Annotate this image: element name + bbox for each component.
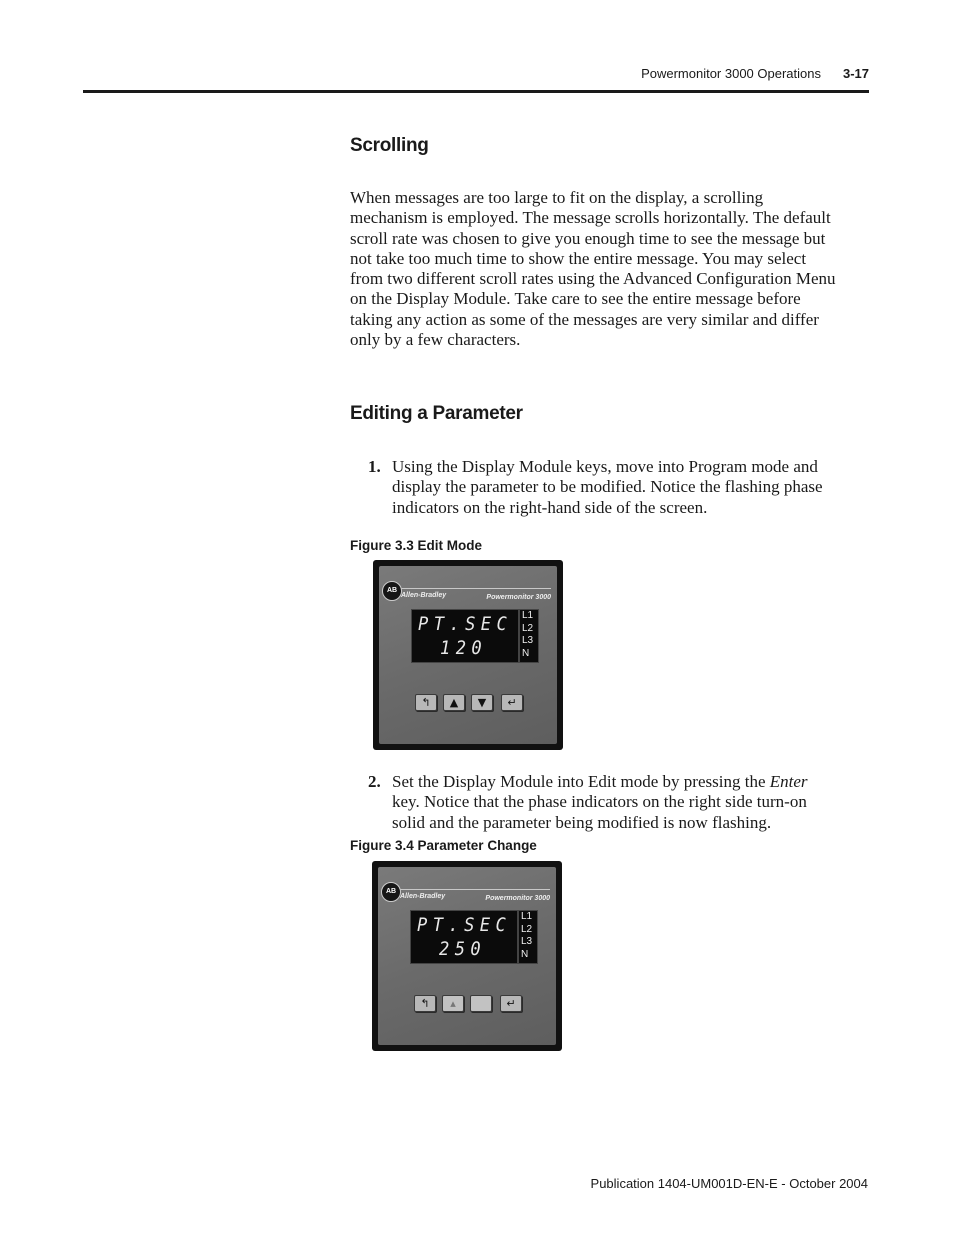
brand-name: Allen-Bradley [401,592,447,599]
figure-caption: Figure 3.3 Edit Mode [350,538,483,553]
lcd-parameter-value: 250 [439,938,487,960]
paragraph-line: only by a few characters. [350,330,521,350]
enter-key-icon[interactable]: ↵ [500,995,522,1012]
step-line: display the parameter to be modified. Notice the flashing phase [392,477,823,497]
step-2 [368,772,873,833]
step-number: 2. [368,772,381,791]
paragraph-line: taking any action as some of the messages are very similar and differ [350,309,819,329]
product-name: Powermonitor 3000 [486,594,551,601]
header-title: Powermonitor 3000 Operations [641,66,821,81]
down-arrow-key-icon[interactable] [470,995,492,1012]
figure-caption: Figure 3.4 Parameter Change [350,838,537,853]
editing-heading: Editing a Parameter [350,403,523,424]
display-panel [378,867,556,1045]
scrolling-paragraph [350,188,870,350]
step-number: 1. [368,457,381,476]
paragraph-line: mechanism is employed. The message scrolls horizontally. The default [350,208,831,228]
enter-key-icon[interactable]: ↵ [501,694,523,711]
phase-indicator-l3: L3 [521,936,533,947]
divider [400,889,550,890]
phase-indicator-n: N [522,647,530,659]
page-header [83,64,869,93]
phase-indicator-l3: L3 [522,635,534,646]
phase-indicator-l1: L1 [521,911,533,922]
paragraph-line: from two different scroll rates using the Advanced Configuration Menu [350,269,836,289]
display-module-figure [372,861,562,1051]
escape-key-icon[interactable]: ↰ [415,694,437,711]
publication-footer: Publication 1404-UM001D-EN-E - October 2004 [590,1176,868,1191]
display-module-figure [373,560,563,750]
step-line: Using the Display Module keys, move into Program mode and [392,457,818,476]
phase-indicator-l2: L2 [522,622,534,634]
lcd-parameter-value: 120 [440,637,488,659]
enter-key-name: Enter [769,772,808,791]
down-arrow-key-icon[interactable]: ▼ [471,694,493,711]
page-number: 3-17 [842,66,869,81]
allen-bradley-logo-icon: AB [382,581,402,601]
step-line: solid and the parameter being modified is now flashing. [392,812,772,832]
phase-indicators [518,910,538,964]
step-line: indicators on the right-hand side of the screen. [392,497,708,517]
brand-name: Allen-Bradley [400,893,446,900]
step-line [392,772,873,792]
lcd-display [410,910,518,964]
step-line: key. Notice that the phase indicators on the right side turn-on [392,792,807,812]
paragraph-line: scroll rate was chosen to give you enough time to see the message but [350,228,826,248]
display-panel [379,566,557,744]
allen-bradley-logo-icon: AB [381,882,401,902]
phase-indicator-l1: L1 [522,610,534,621]
keypad [415,694,535,712]
phase-indicators [519,609,539,663]
phase-indicator-l2: L2 [521,923,533,935]
escape-key-icon[interactable]: ↰ [414,995,436,1012]
keypad [414,995,534,1013]
phase-indicator-n: N [521,948,529,960]
paragraph-line: When messages are too large to fit on the display, a scrolling [350,188,764,207]
step-line-text: Set the Display Module into Edit mode by pressing the [392,772,770,791]
lcd-parameter-name: PT.SEC [417,914,512,936]
up-arrow-key-icon[interactable]: ▲ [443,694,465,711]
step-text [392,457,873,518]
paragraph-line: on the Display Module. Take care to see the entire message before [350,289,801,309]
paragraph-line: not take too much time to show the entire message. You may select [350,248,807,268]
up-arrow-key-icon[interactable]: ▴ [442,995,464,1012]
step-1 [368,457,873,518]
lcd-display [411,609,519,663]
scrolling-heading: Scrolling [350,135,429,156]
lcd-parameter-name: PT.SEC [418,613,513,635]
step-text [392,772,873,833]
product-name: Powermonitor 3000 [485,895,550,902]
divider [401,588,551,589]
